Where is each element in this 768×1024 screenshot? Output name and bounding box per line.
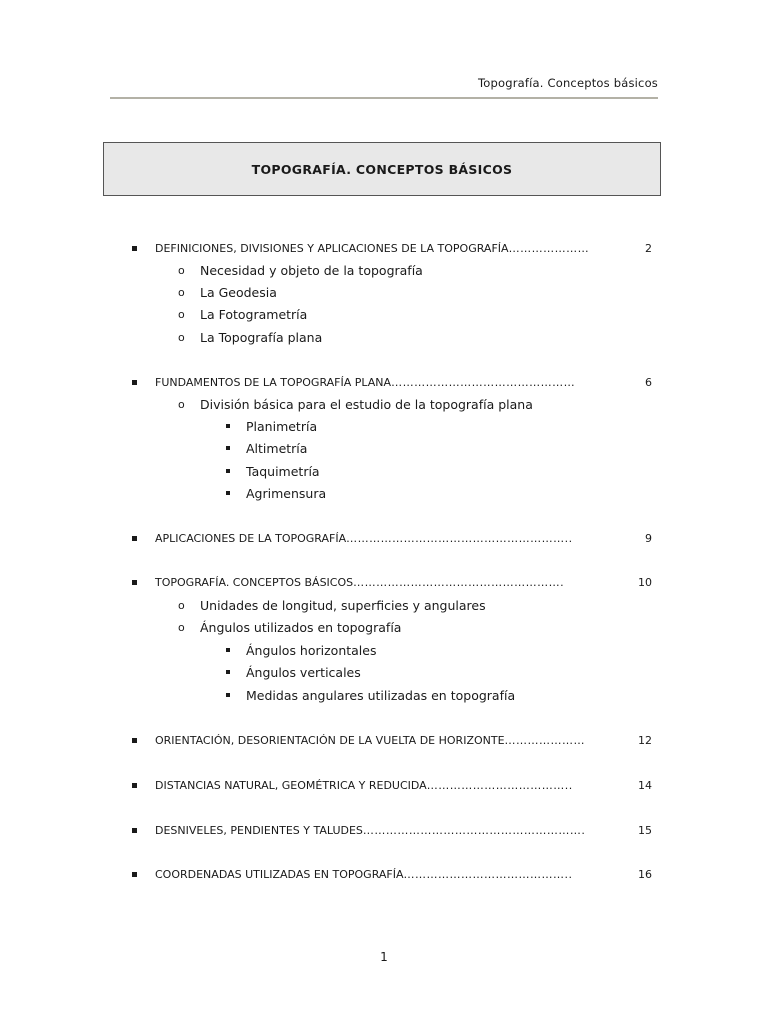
toc-entry[interactable] (132, 821, 652, 839)
circle-bullet-icon: o (178, 620, 185, 634)
toc-entry-title: FUNDAMENTOS DE LA TOPOGRAFÍA PLANA (155, 375, 392, 389)
toc-subsubentry-title: Medidas angulares utilizadas en topografía (246, 687, 516, 703)
toc-page-number: 10 (638, 575, 652, 589)
square-bullet-icon (226, 670, 230, 674)
square-bullet-icon (226, 446, 230, 450)
toc-subentry[interactable] (178, 395, 533, 413)
toc-entry-title: TOPOGRAFÍA. CONCEPTOS BÁSICOS (155, 575, 354, 589)
toc-subentry-title: Ángulos utilizados en topografía (200, 619, 402, 635)
toc-page-number: 2 (645, 241, 652, 255)
toc-subentry-title: Necesidad y objeto de la topografía (200, 262, 423, 278)
toc-subsubentry-title: Ángulos horizontales (246, 642, 377, 658)
toc-leader-dots: ………………… (504, 733, 586, 747)
toc-subentry-title: Unidades de longitud, superficies y angulares (200, 597, 486, 613)
toc-subentry[interactable] (178, 305, 307, 323)
toc-subsubentry-title: Taquimetría (246, 463, 320, 479)
toc-subsubentry-title: Planimetría (246, 418, 318, 434)
page-number: 1 (380, 950, 388, 964)
circle-bullet-icon: o (178, 307, 185, 321)
toc-subentry-title: División básica para el estudio de la topografía plana (200, 396, 533, 412)
toc-page-number: 16 (638, 867, 652, 881)
toc-page-number: 9 (645, 531, 652, 545)
toc-subsubentry[interactable] (226, 686, 515, 704)
toc-entry-title: COORDENADAS UTILIZADAS EN TOPOGRAFÍA (155, 867, 404, 881)
square-bullet-icon (132, 872, 137, 877)
square-bullet-icon (132, 380, 137, 385)
toc-entry-title: DEFINICIONES, DIVISIONES Y APLICACIONES DE LA TOPOGRAFÍA (155, 241, 509, 255)
toc-page-number: 6 (645, 375, 652, 389)
toc-subentry[interactable] (178, 283, 277, 301)
square-bullet-icon (132, 580, 137, 585)
running-header: Topografía. Conceptos básicos (477, 76, 658, 90)
toc-page-number: 14 (638, 778, 652, 792)
toc-leader-dots: ………………………………………………….. (346, 531, 573, 545)
toc-subentry-title: La Fotogrametría (200, 306, 308, 322)
square-bullet-icon (132, 536, 137, 541)
toc-subsubentry[interactable] (226, 462, 320, 480)
toc-leader-dots: …………………………………………………. (362, 823, 586, 837)
toc-entry[interactable] (132, 776, 652, 794)
header-rule (110, 97, 658, 99)
circle-bullet-icon: o (178, 263, 185, 277)
toc-entry-title: APLICACIONES DE LA TOPOGRAFÍA (155, 531, 347, 545)
toc-subsubentry-title: Agrimensura (246, 485, 327, 501)
toc-subentry[interactable] (178, 261, 423, 279)
circle-bullet-icon: o (178, 330, 185, 344)
toc-entry[interactable] (132, 731, 652, 749)
toc-subentry[interactable] (178, 618, 401, 636)
toc-subentry-title: La Geodesia (200, 284, 277, 300)
toc-leader-dots: ………………………………………………. (353, 575, 565, 589)
toc-leader-dots: ……………………………….. (426, 778, 573, 792)
toc-entry-title: DESNIVELES, PENDIENTES Y TALUDES (155, 823, 363, 837)
square-bullet-icon (226, 491, 230, 495)
square-bullet-icon (226, 648, 230, 652)
toc-subsubentry[interactable] (226, 641, 377, 659)
circle-bullet-icon: o (178, 397, 185, 411)
toc-entry[interactable] (132, 239, 652, 257)
square-bullet-icon (226, 693, 230, 697)
toc-entry[interactable] (132, 865, 652, 883)
toc-subentry-title: La Topografía plana (200, 329, 323, 345)
toc-subsubentry[interactable] (226, 417, 317, 435)
toc-entry[interactable] (132, 373, 652, 391)
toc-page-number: 15 (638, 823, 652, 837)
square-bullet-icon (226, 469, 230, 473)
toc-subsubentry-title: Altimetría (246, 440, 308, 456)
square-bullet-icon (132, 828, 137, 833)
toc-entry[interactable] (132, 529, 652, 547)
title-box (103, 142, 661, 196)
square-bullet-icon (226, 424, 230, 428)
square-bullet-icon (132, 246, 137, 251)
toc-leader-dots: ………………… (508, 241, 590, 255)
document-title: TOPOGRAFÍA. CONCEPTOS BÁSICOS (251, 161, 513, 177)
toc-subsubentry[interactable] (226, 484, 326, 502)
toc-page-number: 12 (638, 733, 652, 747)
square-bullet-icon (132, 783, 137, 788)
toc-entry[interactable] (132, 573, 652, 591)
toc-subsubentry-title: Ángulos verticales (246, 664, 361, 680)
square-bullet-icon (132, 738, 137, 743)
toc-subentry[interactable] (178, 328, 322, 346)
toc-entry-title: DISTANCIAS NATURAL, GEOMÉTRICA Y REDUCIDA (155, 778, 427, 792)
circle-bullet-icon: o (178, 285, 185, 299)
toc-subsubentry[interactable] (226, 663, 361, 681)
toc-subsubentry[interactable] (226, 439, 307, 457)
toc-subentry[interactable] (178, 596, 486, 614)
circle-bullet-icon: o (178, 598, 185, 612)
toc-leader-dots: …………………………………….. (403, 867, 573, 881)
toc-leader-dots: ………………………………………… (391, 375, 576, 389)
toc-entry-title: ORIENTACIÓN, DESORIENTACIÓN DE LA VUELTA DE HORIZONTE (155, 733, 505, 747)
